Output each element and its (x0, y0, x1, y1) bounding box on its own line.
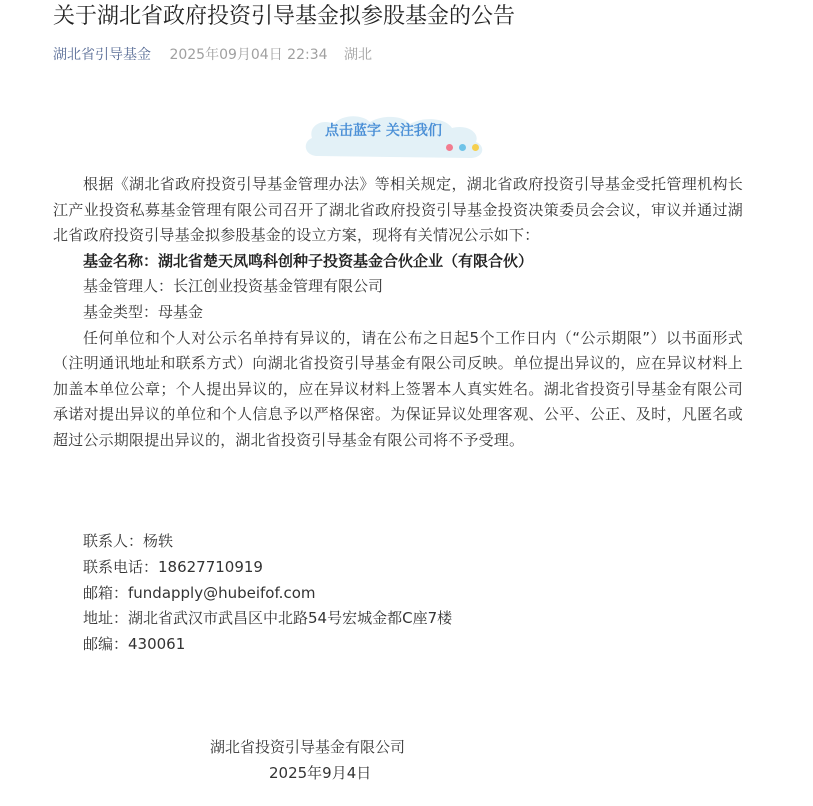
article-title: 关于湖北省政府投资引导基金拟参股基金的公告 (53, 4, 516, 29)
fund-manager-label: 基金管理人： (83, 277, 174, 296)
intro-paragraph: 根据《湖北省政府投资引导基金管理办法》等相关规定，湖北省政府投资引导基金受托管理机构长江产业投资私募基金管理有限公司召开了湖北省政府投资引导基金投资决策委员会会议，审议并通过湖北省政府投资引导基金拟参股基金的设立方案，现将有关情况公示如下： (53, 175, 743, 245)
signature-block (210, 734, 440, 786)
fund-name-value: 湖北省楚天凤鸣科创种子投资基金合伙企业（有限合伙） (158, 251, 534, 270)
fund-type-label: 基金类型： (83, 302, 159, 321)
contact-info (83, 529, 452, 658)
follow-us-text[interactable]: 点击蓝字 关注我们 (325, 123, 442, 139)
blue-dot-icon (459, 144, 466, 151)
fund-manager-value: 长江创业投资基金管理有限公司 (173, 277, 384, 296)
pink-dot-icon (446, 144, 453, 151)
publish-time: 2025年09月04日 22:34 (169, 47, 328, 63)
fund-type-value: 母基金 (158, 302, 204, 321)
decorative-dots (446, 144, 486, 152)
contact-address: 地址：湖北省武汉市武昌区中北路54号宏城金都C座7楼 (83, 609, 453, 628)
objection-paragraph: 任何单位和个人对公示名单持有异议的，请在公布之日起5个工作日内（“公示期限”）以书面形式（注明通讯地址和联系方式）向湖北省投资引导基金有限公司反映。单位提出异议的，应在异议材料上加盖本单位公章；个人提出异议的，应在异议材料上签署本人真实姓名。湖北省投资引导基金有限公司承诺对提出异议的单位和个人信息予以严格保密。为保证异议处理客观、公平、公正、及时，凡匿名或超过公示期限提出异议的，湖北省投资引导基金有限公司将不予受理。 (53, 328, 743, 449)
signature-organization: 湖北省投资引导基金有限公司 (210, 738, 406, 756)
contact-postcode: 邮编：430061 (83, 635, 186, 654)
contact-email: 邮箱：fundapply@hubeifof.com (83, 583, 316, 602)
follow-us-banner[interactable] (300, 112, 490, 164)
article-meta (53, 44, 372, 66)
contact-phone: 联系电话：18627710919 (83, 557, 263, 576)
signature-date: 2025年9月4日 (269, 764, 372, 782)
fund-name-label: 基金名称： (83, 251, 159, 270)
publish-location: 湖北 (343, 47, 372, 63)
contact-person: 联系人：杨轶 (83, 532, 174, 550)
fund-manager-line (53, 274, 743, 300)
article-body (53, 172, 743, 454)
yellow-dot-icon (472, 144, 479, 151)
account-name-link[interactable]: 湖北省引导基金 (53, 47, 151, 63)
fund-name-line (53, 249, 743, 275)
fund-type-line (53, 300, 743, 326)
